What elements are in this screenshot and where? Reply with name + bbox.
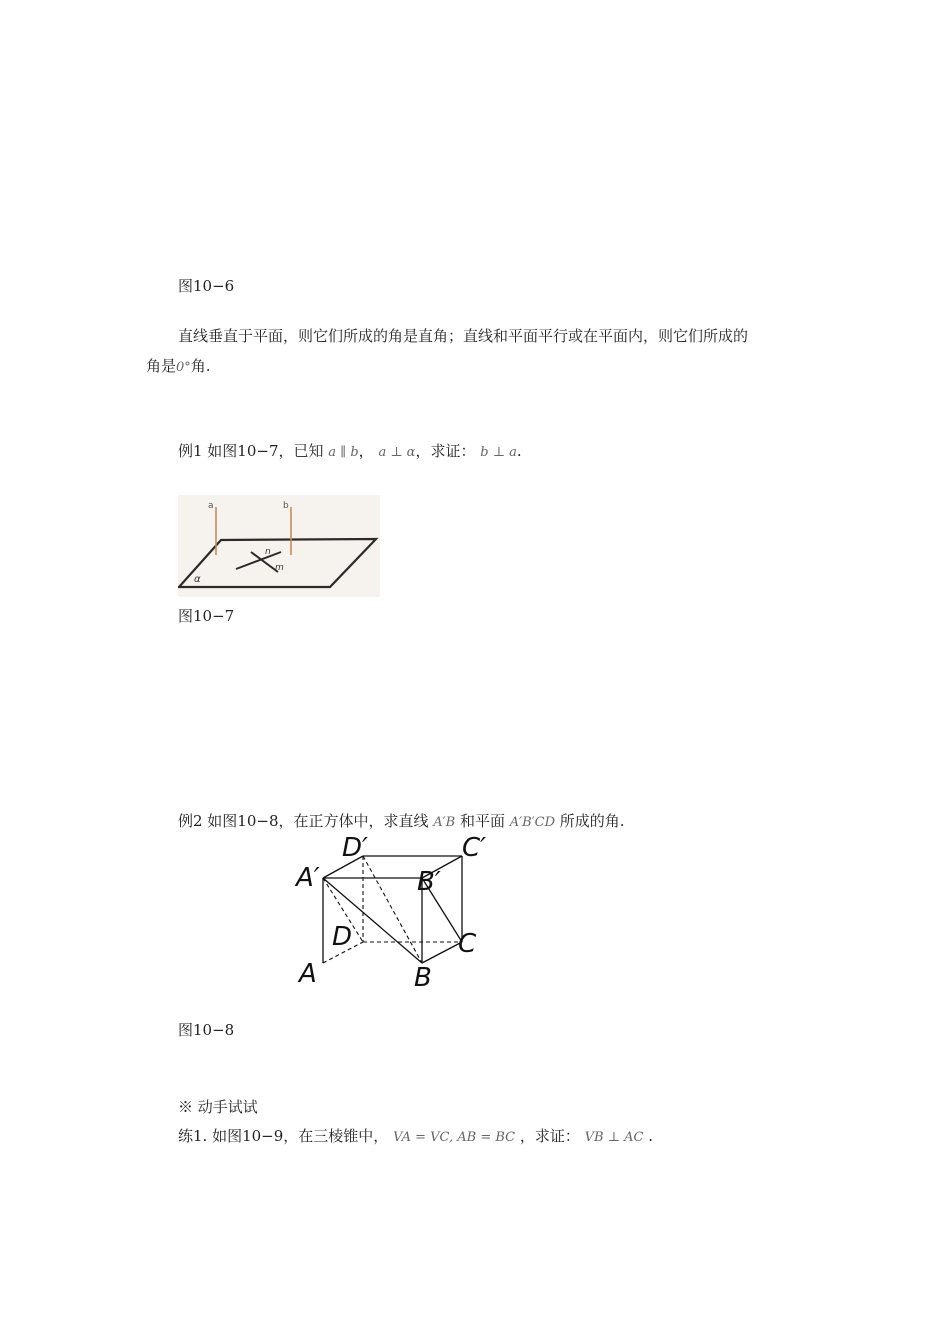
math-conditions: VA = VC, AB = BC (393, 1130, 516, 1145)
vertex-d-prime: D′ (342, 833, 368, 863)
math-line-AB: A′B (433, 815, 456, 830)
diagonal-d-prime-b-hidden (363, 856, 422, 963)
vertex-b-prime: B′ (417, 867, 441, 897)
vertex-a-prime: A′ (296, 863, 320, 893)
label-alpha: α (194, 574, 201, 585)
paragraph-line-1: 直线垂直于平面，则它们所成的角是直角；直线和平面平行或在平面内，则它们所成的 (178, 327, 749, 345)
example-1 (178, 440, 522, 461)
example-2-end: 所成的角. (559, 812, 625, 830)
figure-caption-10-7: 图10−7 (178, 607, 235, 625)
vertex-c: C (458, 929, 477, 959)
math-parallel: a ∥ b (328, 445, 359, 460)
figure-caption-10-6: 图10−6 (178, 277, 235, 295)
try-heading: ※ 动手试试 (178, 1098, 258, 1116)
paragraph-text: 角. (190, 357, 211, 375)
exercise-1-end: . (648, 1127, 654, 1145)
vertex-d: D (332, 922, 353, 952)
paragraph-text: 角是 (146, 357, 177, 375)
example-2-prefix: 例2 如图10−8，在正方体中，求直线 (178, 812, 429, 830)
vertex-a: A (299, 959, 317, 989)
period: . (516, 442, 522, 460)
example-1-prefix: 例1 如图10−7，已知 (178, 442, 324, 460)
zero-degree-math: 0° (176, 360, 191, 375)
prove-text: ，求证： (415, 442, 476, 460)
vertex-c-prime: C′ (462, 833, 487, 863)
exercise-1-prefix: 练1. 如图10−9，在三棱锥中， (178, 1127, 389, 1145)
label-n: n (265, 547, 271, 557)
example-2-mid: 和平面 (459, 812, 505, 830)
example-2 (178, 810, 625, 831)
label-b: b (283, 501, 289, 511)
math-perp-plane: a ⊥ α (378, 445, 416, 460)
figure-10-7 (178, 495, 380, 597)
math-to-prove: VB ⊥ AC (584, 1130, 644, 1145)
edge-b-c (422, 942, 462, 963)
label-a: a (208, 501, 214, 511)
exercise-1-mid: ，求证： (519, 1127, 580, 1145)
math-to-prove: b ⊥ a (480, 445, 517, 460)
vertex-b: B (414, 963, 432, 993)
figure-10-8 (290, 830, 500, 995)
math-plane: A′B′CD (509, 815, 555, 830)
exercise-1 (178, 1125, 653, 1146)
label-m: m (275, 563, 284, 573)
paragraph-line-2 (146, 352, 211, 382)
separator: ， (358, 442, 374, 460)
figure-caption-10-8: 图10−8 (178, 1021, 235, 1039)
